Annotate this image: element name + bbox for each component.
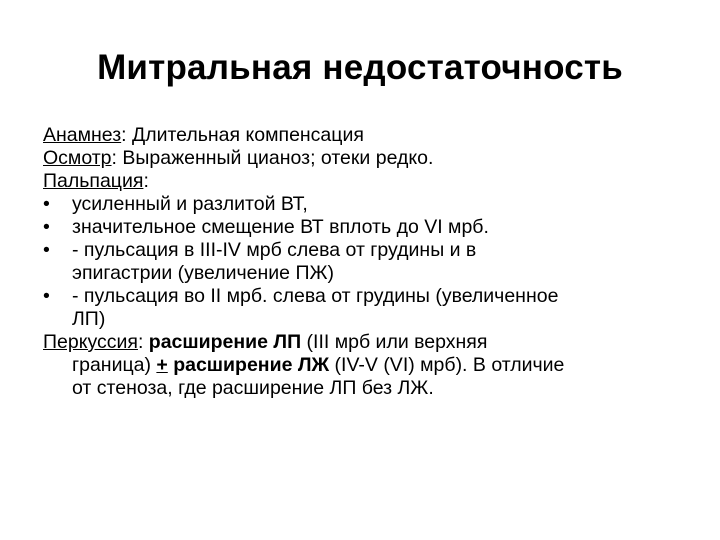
palpation-label: Пальпация [43, 170, 144, 192]
list-item-text-continued: эпигастрии (увеличение ПЖ) [72, 262, 334, 284]
percussion-line-1 [43, 331, 693, 354]
anamnesis-text: : Длительная компенсация [121, 124, 364, 146]
palpation-colon: : [143, 170, 149, 192]
percussion-line-2 [72, 354, 693, 377]
bullet-icon: • [43, 239, 50, 261]
percussion-text-2-pre: граница) [72, 354, 157, 376]
list-item [43, 193, 693, 216]
percussion-colon: : [137, 331, 149, 353]
exam-text: : Выраженный цианоз; отеки редко. [111, 147, 434, 169]
slide-title: Митральная недостаточность [97, 48, 623, 87]
percussion-line-3: от стеноза, где расширение ЛП без ЛЖ. [72, 377, 434, 399]
percussion-bold-lp: расширение ЛП [148, 331, 302, 353]
exam-line [43, 147, 693, 170]
plus-sign: + [156, 354, 168, 376]
percussion-text-2-post: (IV-V (VI) мрб). В отличие [329, 354, 565, 376]
list-item-text: усиленный и разлитой ВТ, [72, 193, 308, 215]
palpation-list [43, 193, 693, 331]
anamnesis-label: Анамнез [43, 124, 122, 146]
percussion-bold-lzh: расширение ЛЖ [167, 354, 330, 376]
bullet-icon: • [43, 216, 50, 238]
list-item [43, 239, 693, 285]
exam-label: Осмотр [43, 147, 112, 169]
percussion-text-1: (III мрб или верхняя [301, 331, 488, 353]
percussion-label: Перкуссия [43, 331, 138, 353]
list-item-text: значительное смещение ВТ вплоть до VI мрб. [72, 216, 489, 238]
list-item-text: - пульсация в III-IV мрб слева от грудины и в [72, 239, 477, 261]
list-item [43, 285, 693, 331]
list-item-text: - пульсация во II мрб. слева от грудины (увеличенное [72, 285, 559, 307]
bullet-icon: • [43, 285, 50, 307]
percussion-paragraph [43, 331, 693, 400]
slide-body [43, 124, 693, 400]
palpation-line [43, 170, 693, 193]
bullet-icon: • [43, 193, 50, 215]
list-item-text-continued: ЛП) [72, 308, 106, 330]
anamnesis-line [43, 124, 693, 147]
list-item [43, 216, 693, 239]
